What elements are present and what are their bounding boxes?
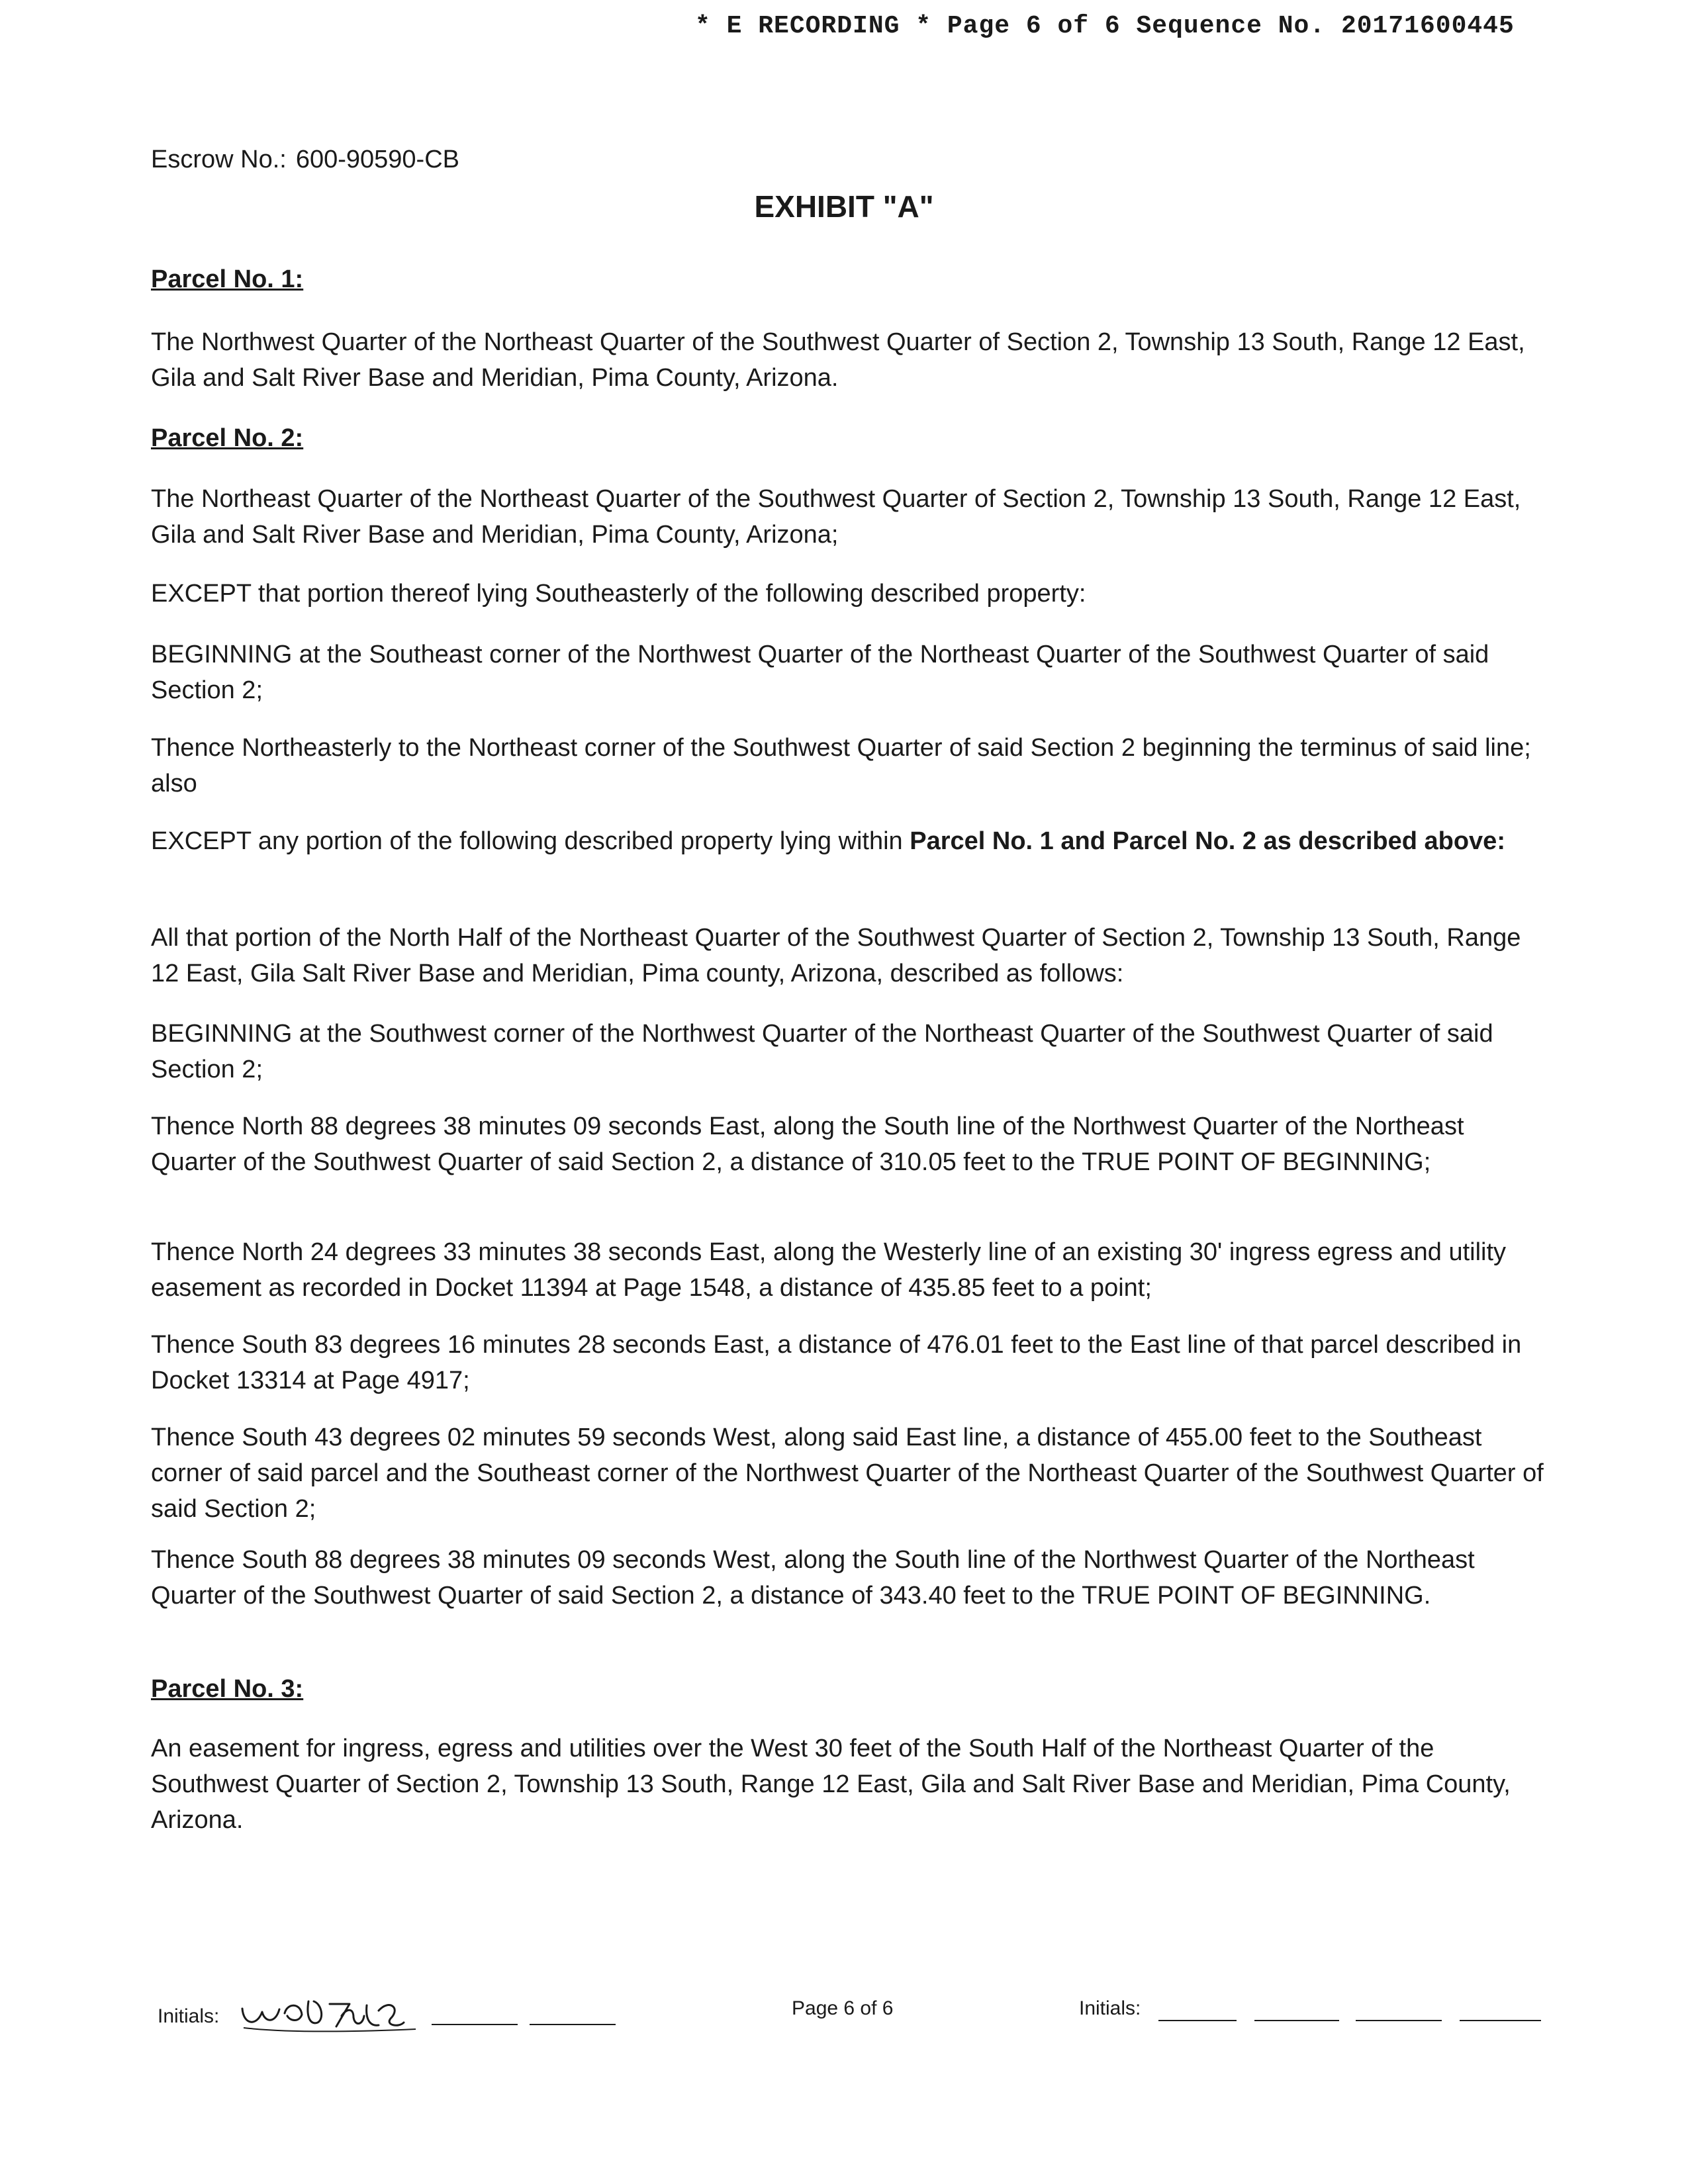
initials-right-label: Initials:	[1079, 1997, 1141, 2019]
initials-right-blank-2	[1254, 2020, 1339, 2021]
parcel-2-course-2: Thence North 24 degrees 33 minutes 38 seconds East, along the Westerly line of an existing 30' ingress egress and utility easement as recorded in Docket 11394 at Page 1548, a distance of 435.85 feet to a point;	[151, 1238, 1507, 1302]
parcel-2-except-any	[151, 823, 1554, 859]
parcel-2-heading	[151, 420, 1554, 456]
parcel-2-beginning-sw: BEGINNING at the Southwest corner of the Northwest Quarter of the Northeast Quarter of the Southwest Quarter of said Section 2;	[151, 1020, 1493, 1083]
parcel-3-description: An easement for ingress, egress and utilities over the West 30 feet of the South Half of the Northeast Quarter of the Southwest Quarter of Section 2, Township 13 South, Range 12 East, Gila and Salt River Base and Meridian, Pima County, Arizona.	[151, 1735, 1511, 1834]
parcel-2-description: The Northeast Quarter of the Northeast Quarter of the Southwest Quarter of Section 2, Township 13 South, Range 12 East, Gila and Salt River Base and Meridian, Pima County, Arizona;	[151, 485, 1521, 549]
parcel-2-course-5: Thence South 88 degrees 38 minutes 09 seconds West, along the South line of the Northwest Quarter of the Northeast Quarter of the Southwest Quarter of said Section 2, a distance of 343.40 feet to the TRUE POINT OF BEGINNING.	[151, 1546, 1475, 1610]
handwritten-initials-signature	[237, 1979, 429, 2038]
parcel-3-heading-text: Parcel No. 3:	[151, 1675, 304, 1703]
parcel-2-course-4: Thence South 43 degrees 02 minutes 59 seconds West, along said East line, a distance of 455.00 feet to the Southeast corner of said parcel and the Southeast corner of the Northwest Quarter of the Northeast Quarter of the Southwest Quarter of said Section 2;	[151, 1424, 1544, 1523]
parcel-2-thence: Thence Northeasterly to the Northeast corner of the Southwest Quarter of said Section 2 beginning the terminus of said line; also	[151, 734, 1531, 797]
recording-header: * E RECORDING * Page 6 of 6 Sequence No. 20171600445	[695, 12, 1515, 40]
page-number: Page 6 of 6	[792, 1997, 894, 2019]
initials-right-blank-3	[1356, 2020, 1442, 2021]
initials-right-blank-4	[1460, 2020, 1541, 2021]
parcel-2-beginning: BEGINNING at the Southeast corner of the Northwest Quarter of the Northeast Quarter of the Southwest Quarter of said Section 2;	[151, 641, 1489, 704]
parcel-2-heading-text: Parcel No. 2:	[151, 424, 304, 452]
exhibit-title: EXHIBIT "A"	[754, 189, 934, 224]
parcel-3-heading	[151, 1671, 1554, 1707]
escrow-number: 600-90590-CB	[295, 146, 459, 173]
parcel-1-heading	[151, 261, 1554, 297]
escrow-label: Escrow No.:	[151, 146, 287, 173]
except-any-bold: Parcel No. 1 and Parcel No. 2 as described above:	[910, 827, 1505, 855]
parcel-2-course-3: Thence South 83 degrees 16 minutes 28 seconds East, a distance of 476.01 feet to the East line of that parcel described in Docket 13314 at Page 4917;	[151, 1331, 1522, 1394]
parcel-1-heading-text: Parcel No. 1:	[151, 265, 304, 293]
parcel-2-except: EXCEPT that portion thereof lying Southeasterly of the following described property:	[151, 580, 1086, 608]
initials-right-blank-1	[1158, 2020, 1237, 2021]
footer	[0, 1979, 1688, 2058]
parcel-1-description: The Northwest Quarter of the Northeast Quarter of the Southwest Quarter of Section 2, Township 13 South, Range 12 East, Gila and Salt River Base and Meridian, Pima County, Arizona.	[151, 328, 1525, 392]
initials-left-blank-1	[432, 2024, 518, 2025]
initials-left-blank-2	[530, 2024, 616, 2025]
except-any-text: EXCEPT any portion of the following described property lying within	[151, 827, 903, 855]
escrow-line	[151, 146, 459, 174]
parcel-2-portion: All that portion of the North Half of the Northeast Quarter of the Southwest Quarter of Section 2, Township 13 South, Range 12 East, Gila Salt River Base and Meridian, Pima county, Arizona, described as follows:	[151, 924, 1521, 987]
initials-left-label: Initials:	[158, 2005, 220, 2027]
parcel-2-course-1: Thence North 88 degrees 38 minutes 09 seconds East, along the South line of the Northwest Quarter of the Northeast Quarter of the Southwest Quarter of said Section 2, a distance of 310.05 feet to the TRUE POINT OF BEGINNING;	[151, 1113, 1464, 1176]
